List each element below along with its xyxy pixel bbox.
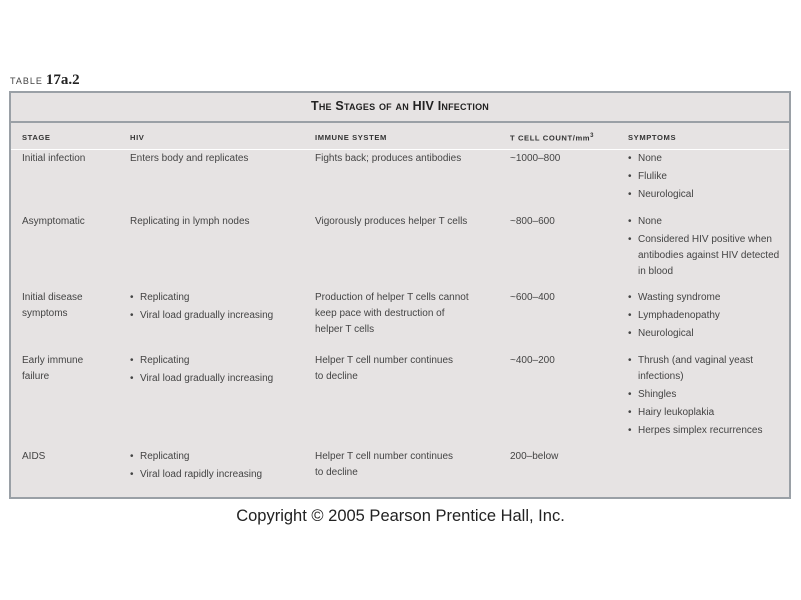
symptom-item: • Considered HIV positive when (628, 232, 779, 248)
immune-system-cell (315, 353, 453, 385)
hiv-text: • Viral load gradually increasing (130, 371, 273, 387)
immune-text: to decline (315, 371, 358, 382)
header-row (11, 123, 789, 150)
hiv-cell (130, 290, 273, 324)
hiv-text: • Replicating (130, 449, 262, 465)
stage-text: symptoms (22, 308, 68, 319)
table-label-prefix: TABLE (10, 76, 43, 86)
stage-cell (22, 151, 85, 167)
table-title: The Stages of an HIV Infection (11, 93, 789, 123)
stage-text: Initial disease (22, 292, 83, 303)
symptom-item: • Wasting syndrome (628, 290, 720, 306)
t-cell-count-cell (510, 214, 555, 230)
t-cell-count-text: ~600–400 (510, 292, 555, 303)
t-cell-count-text: ~400–200 (510, 355, 555, 366)
stage-cell (22, 214, 85, 230)
stage-text: Initial infection (22, 153, 86, 164)
immune-text: Helper T cell number continues (315, 355, 454, 366)
symptom-item: • Herpes simplex recurrences (628, 423, 763, 439)
t-cell-count-cell (510, 449, 558, 465)
hiv-text: • Replicating (130, 353, 273, 369)
t-cell-count-cell (510, 151, 560, 167)
stage-cell (22, 353, 83, 385)
table-label (10, 72, 80, 89)
stage-text: Early immune (22, 355, 84, 366)
immune-system-cell (315, 214, 467, 230)
immune-text: Fights back; produces antibodies (315, 153, 462, 164)
t-cell-count-text: ~1000–800 (510, 153, 561, 164)
immune-system-cell (315, 290, 469, 338)
symptoms-cell (628, 151, 694, 203)
hiv-text: Enters body and replicates (130, 153, 249, 164)
hiv-stages-table (9, 91, 791, 499)
symptom-item: • Flulike (628, 169, 694, 185)
stage-cell (22, 449, 45, 465)
header-superscript: 3 (590, 133, 595, 139)
immune-text: Helper T cell number continues (315, 451, 454, 462)
hiv-cell (130, 151, 248, 167)
symptom-item: • Shingles (628, 387, 763, 403)
hiv-text: • Viral load rapidly increasing (130, 467, 262, 483)
stage-text: failure (22, 371, 50, 382)
hiv-cell (130, 449, 262, 483)
immune-text: helper T cells (315, 324, 375, 335)
hiv-cell (130, 353, 273, 387)
immune-text: Vigorously produces helper T cells (315, 216, 468, 227)
table-number: 17a.2 (45, 72, 80, 88)
symptom-item: antibodies against HIV detected (638, 250, 780, 261)
symptom-item: • None (628, 214, 779, 230)
t-cell-count-text: 200–below (510, 451, 559, 462)
stage-text: AIDS (22, 451, 46, 462)
symptom-item: • Neurological (628, 326, 720, 342)
t-cell-count-cell (510, 353, 555, 369)
hiv-cell (130, 214, 250, 230)
symptoms-cell (628, 353, 763, 439)
symptom-item: • Thrush (and vaginal yeast (628, 353, 763, 369)
immune-system-cell (315, 151, 461, 167)
header-stage: STAGE (22, 133, 51, 142)
symptoms-cell (628, 214, 779, 280)
header-immune-system: IMMUNE SYSTEM (315, 133, 387, 142)
stage-text: Asymptomatic (22, 216, 85, 227)
immune-text: to decline (315, 467, 358, 478)
t-cell-count-text: ~800–600 (510, 216, 555, 227)
hiv-text: • Viral load gradually increasing (130, 308, 273, 324)
hiv-text: • Replicating (130, 290, 273, 306)
header-symptoms: SYMPTOMS (628, 133, 677, 142)
symptoms-cell (628, 290, 720, 342)
immune-system-cell (315, 449, 453, 481)
symptom-item: • Neurological (628, 187, 694, 203)
copyright-notice: Copyright © 2005 Pearson Prentice Hall, Inc. (236, 507, 565, 525)
symptom-item: in blood (638, 266, 674, 277)
header-hiv: HIV (130, 133, 145, 142)
t-cell-count-cell (510, 290, 555, 306)
symptom-item: • Hairy leukoplakia (628, 405, 763, 421)
immune-text: keep pace with destruction of (315, 308, 445, 319)
header-t-cell-count: T CELL COUNT/$mm^3$ (510, 133, 595, 143)
immune-text: Production of helper T cells cannot (315, 292, 469, 303)
symptom-item: infections) (638, 371, 684, 382)
hiv-text: Replicating in lymph nodes (130, 216, 250, 227)
symptom-item: • None (628, 151, 694, 167)
stage-cell (22, 290, 83, 322)
symptom-item: • Lymphadenopathy (628, 308, 720, 324)
